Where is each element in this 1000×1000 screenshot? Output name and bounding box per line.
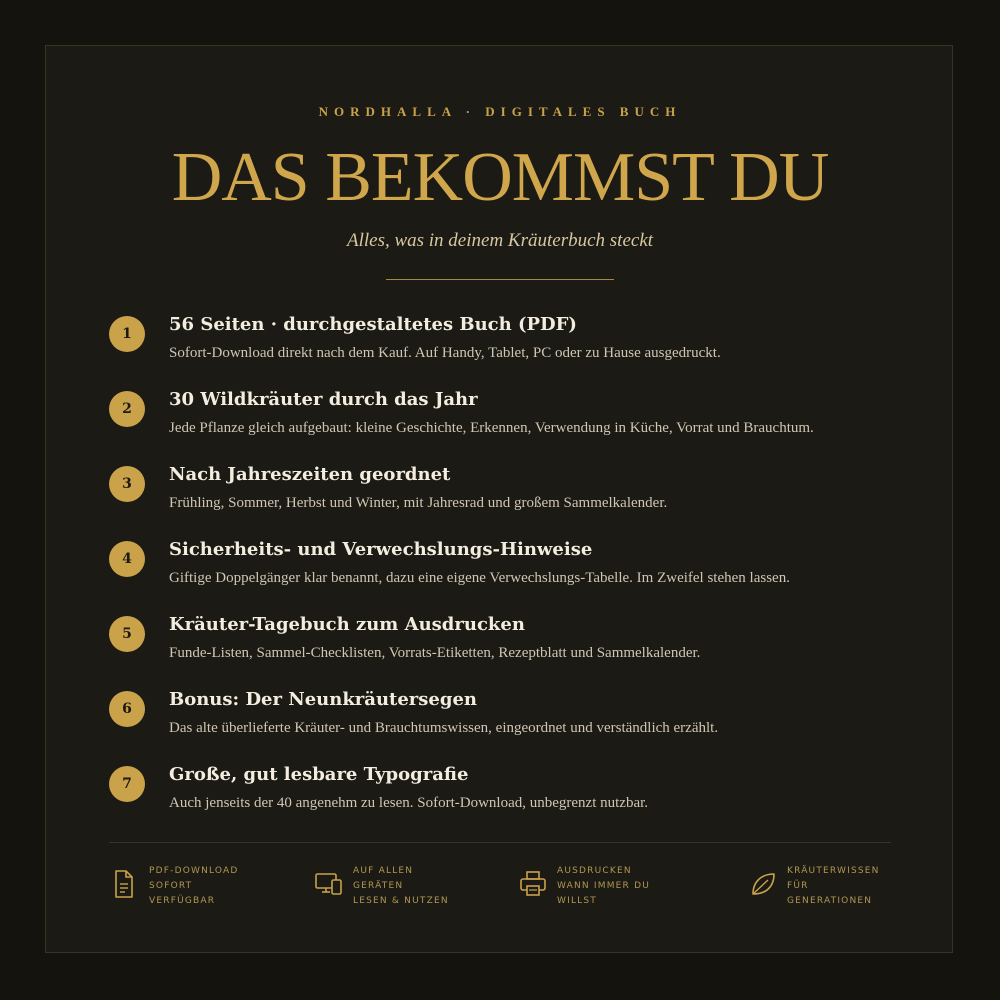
feature-line: KRÄUTERWISSEN (787, 866, 880, 876)
item-title: Bonus: Der Neunkräutersegen (169, 689, 477, 710)
feature-line: PDF-DOWNLOAD (149, 866, 239, 876)
brand-kicker: NORDHALLA · DIGITALES BUCH (318, 104, 682, 119)
item-description: Funde-Listen, Sammel-Checklisten, Vorrats-Etiketten, Rezeptblatt und Sammelkalender. (169, 645, 701, 661)
item-title: Sicherheits- und Verwechslungs-Hinweise (169, 539, 593, 560)
list-item (109, 314, 909, 389)
list-item (109, 389, 909, 464)
feature-line: AUF ALLEN (353, 866, 414, 876)
feature-line: SOFORT (149, 881, 193, 891)
item-description: Jede Pflanze gleich aufgebaut: kleine Geschichte, Erkennen, Verwendung in Küche, Vorrat und Brauchtum. (169, 420, 814, 436)
item-description: Frühling, Sommer, Herbst und Winter, mit Jahresrad und großem Sammelkalender. (169, 495, 668, 511)
feature-line: VERFÜGBAR (149, 896, 216, 906)
item-number-badge: 1 (109, 316, 145, 352)
feature-line: GERÄTEN (353, 881, 404, 891)
footer-divider (109, 842, 891, 843)
list-item (109, 614, 909, 689)
feature-list (109, 314, 909, 839)
item-number-badge: 4 (109, 541, 145, 577)
item-number-badge: 7 (109, 766, 145, 802)
item-number-badge: 6 (109, 691, 145, 727)
item-number-badge: 2 (109, 391, 145, 427)
list-item (109, 539, 909, 614)
feature-line: WANN IMMER DU (557, 881, 650, 891)
feature-line: AUSDRUCKEN (557, 866, 632, 876)
leaf-icon (749, 869, 777, 899)
feature-line: FÜR (787, 881, 809, 891)
devices-icon (313, 869, 343, 899)
feature-line: GENERATIONEN (787, 896, 873, 906)
item-number-badge: 5 (109, 616, 145, 652)
printer-icon (519, 869, 547, 899)
feature-all-devices (313, 864, 503, 924)
info-panel (45, 45, 953, 953)
feature-print (519, 864, 719, 924)
list-item (109, 464, 909, 539)
item-description: Auch jenseits der 40 angenehm zu lesen. Sofort-Download, unbegrenzt nutzbar. (169, 795, 649, 811)
item-title: Nach Jahreszeiten geordnet (169, 464, 451, 485)
item-description: Sofort-Download direkt nach dem Kauf. Auf Handy, Tablet, PC oder zu Hause ausgedruckt. (169, 345, 721, 361)
item-title: 56 Seiten · durchgestaltetes Buch (PDF) (169, 314, 577, 335)
item-title: Große, gut lesbare Typografie (169, 764, 469, 785)
item-description: Giftige Doppelgänger klar benannt, dazu eine eigene Verwechslungs-Tabelle. Im Zweifel stehen lassen. (169, 570, 790, 586)
item-title: Kräuter-Tagebuch zum Ausdrucken (169, 614, 525, 635)
document-icon (109, 869, 137, 899)
item-description: Das alte überlieferte Kräuter- und Brauchtumswissen, eingeordnet und verständlich erzählt. (169, 720, 719, 736)
title-divider (386, 279, 614, 280)
feature-pdf-download (109, 864, 299, 924)
item-number-badge: 3 (109, 466, 145, 502)
feature-line: WILLST (557, 896, 597, 906)
item-title: 30 Wildkräuter durch das Jahr (169, 389, 478, 410)
list-item (109, 764, 909, 839)
page-subtitle: Alles, was in deinem Kräuterbuch steckt (346, 230, 654, 251)
page-title: DAS BEKOMMST DU (171, 139, 829, 216)
feature-herbal-knowledge (749, 864, 891, 924)
feature-badges (109, 864, 891, 924)
feature-line: LESEN & NUTZEN (353, 896, 449, 906)
list-item (109, 689, 909, 764)
